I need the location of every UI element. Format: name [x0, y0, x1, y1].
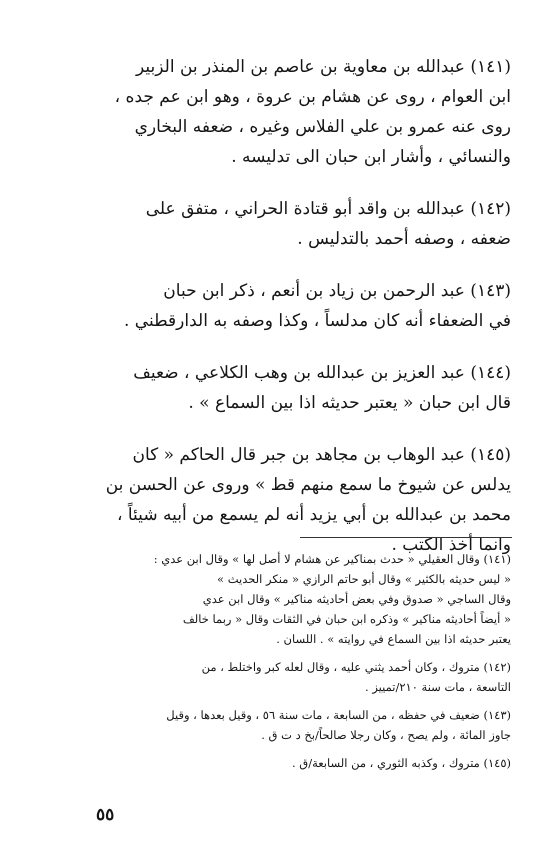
footnote-line: وقال الساجي « صدوق وفي بعض أحاديثه مناكير » وقال ابن عدي — [202, 592, 511, 606]
footnote-143 — [36, 705, 511, 745]
footnote-line: جاوز المائة ، ولم يصح ، وكان رجلا صالحاً/بخ د ت ق . — [261, 728, 511, 742]
footnote-142 — [36, 657, 511, 697]
footnotes — [36, 549, 511, 781]
entry-145 — [36, 440, 511, 560]
footnote-line: يعتبر حديثه اذا بين السماع في روايته » . اللسان . — [276, 632, 511, 646]
text-line: محمد بن عبدالله بن أبي يزيد أنه لم يسمع من أبيه شيئاً ، — [116, 505, 511, 525]
footnote-line: (١٤٣) ضعيف في حفظه ، من السابعة ، مات سنة ٥٦ ، وقيل بعدها ، وقيل — [166, 708, 511, 722]
text-line: وانما أخذ الكتب . — [391, 535, 511, 555]
page-number: ٥٥ — [96, 805, 115, 825]
footnote-divider — [300, 537, 512, 538]
footnote-145 — [36, 753, 511, 773]
text-line: (١٤١) عبدالله بن معاوية بن عاصم بن المنذر بن الزبير — [136, 57, 511, 77]
text-line: (١٤٤) عبد العزيز بن عبدالله بن وهب الكلاعي ، ضعيف — [133, 363, 511, 383]
text-line: يدلس عن شيوخ ما سمع منهم قط » وروى عن الحسن بن — [105, 475, 511, 495]
footnote-line: (١٤٥) متروك ، وكذبه الثوري ، من السابعة/ق . — [291, 756, 511, 770]
footnote-line: (١٤١) وقال العقيلي « حدث بمناكير عن هشام لا أصل لها » وقال ابن عدي : — [153, 552, 511, 566]
text-line: (١٤٢) عبدالله بن واقد أبو قتادة الحراني ، متفق على — [145, 199, 511, 219]
entry-142 — [36, 194, 511, 254]
text-line: قال ابن حبان « يعتبر حديثه اذا بين السماع » . — [188, 393, 511, 413]
text-line: (١٤٥) عبد الوهاب بن مجاهد بن جبر قال الحاكم « كان — [132, 445, 511, 465]
footnote-line: « أيضاً أحاديثه مناكير » وذكره ابن حبان في الثقات وقال « ربما خالف — [182, 612, 511, 626]
text-line: (١٤٣) عبد الرحمن بن زياد بن أنعم ، ذكر ابن حبان — [163, 281, 511, 301]
text-line: روى عنه عمرو بن علي الفلاس وغيره ، ضعفه البخاري — [134, 117, 511, 137]
text-line: والنسائي ، وأشار ابن حبان الى تدليسه . — [231, 147, 511, 167]
footnote-line: « ليس حديثه بالكثير » وقال أبو حاتم الرازي « منكر الحديث » — [217, 572, 511, 586]
entry-141 — [36, 52, 511, 172]
text-line: ابن العوام ، روى عن هشام بن عروة ، وهو ابن عم جده ، — [114, 87, 511, 107]
text-line: ضعفه ، وصفه أحمد بالتدليس . — [297, 229, 511, 249]
entry-144 — [36, 358, 511, 418]
footnote-141 — [36, 549, 511, 649]
entry-143 — [36, 276, 511, 336]
main-text — [36, 52, 511, 582]
footnote-line: (١٤٢) متروك ، وكان أحمد يثني عليه ، وقال لعله كبر واختلط ، من — [201, 660, 511, 674]
text-line: في الضعفاء أنه كان مدلساً ، وكذا وصفه به الدارقطني . — [123, 311, 511, 331]
footnote-line: التاسعة ، مات سنة ٢١٠/تمييز . — [365, 680, 511, 694]
